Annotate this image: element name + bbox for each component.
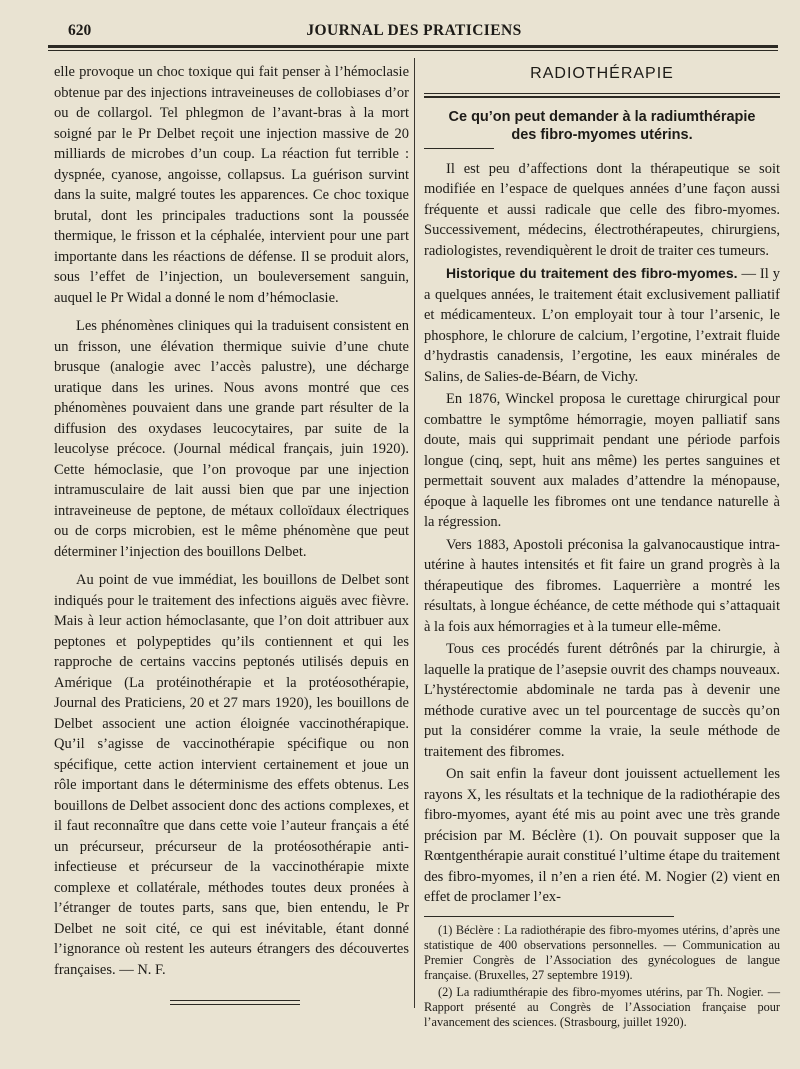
page-number: 620 bbox=[68, 22, 92, 39]
footnote-rule bbox=[424, 916, 674, 917]
right-column bbox=[424, 62, 780, 1032]
article-title bbox=[424, 108, 780, 144]
left-column bbox=[54, 62, 409, 988]
end-rule bbox=[170, 1000, 300, 1001]
section-heading: RADIOTHÉRAPIE bbox=[530, 65, 674, 82]
right-paragraph-4: Vers 1883, Apostoli préconisa la galvanocaustique intra-utérine à hautes intensités et fit faire un grand progrès à la thérapeutique des fibromes. Laquerrière a montré les résultats, à longue échéance, de cette méthode qui s’attaquait à la fois aux hémorragies et à la tumeur elle-même. bbox=[424, 536, 780, 635]
left-paragraph-1: elle provoque un choc toxique qui fait penser à l’hémoclasie obtenue par des injections intraveineuses de collobiases d’or ou de collargol. Tel phlegmon de l’avant-bras à la mort soigné par le Pr Delbet reçoit une injection massive de 20 milliards de microbes d’un coup. La réaction fut terrible : dyspnée, cyanose, angoisse, collapsus. La guérison survint dans la suite, malgré toutes les apparences. Ce choc toxique brutal, dont les principales traductions sont la poussée thermique, le frisson et la céphalée, intervient pour une part importante dans les réactions de défense. Il se produit alors, sous l’effet de l’injection, un bouleversement sanguin, auquel le Pr Widal a donné le nom d’hémoclasie. bbox=[54, 64, 409, 306]
footnote-2: (2) La radiumthérapie des fibro-myomes utérins, par Th. Nogier. — Rapport présenté au Congrès de l’Association française pour l’avancement des sciences. (Strasbourg, juillet 1920). bbox=[424, 984, 780, 1029]
left-paragraph-3: Au point de vue immédiat, les bouillons de Delbet sont indiqués pour le traitement des infections aiguës avec fièvre. Mais à leur action hémoclasante, que l’on doit attribuer aux peptones et polypeptides qu’ils contiennent et qui les rapproche de certains vaccins peptonés utilisés depuis en Amérique (La protéinothérapie et la protéosothérapie, Journal des Praticiens, 20 et 27 mars 1920), les bouillons de Delbet associent une action éloignée vaccinothérapique. Qu’il s’agisse de vaccinothérapie spécifique ou non spécifique, cette action intervient certainement et joue un rôle important dans le déterminisme des effets obtenus. Les bouillons de Delbet associent donc des actions complexes, et il faut reconnaître que dans cette voie l’auteur français a été un précurseur, précurseur de la protéosothérapie anti-infectieuse et précurseur de la vaccinothérapie mixte complexe et collatérale, méthodes toutes deux pronées à l’étranger de toutes parts, sans que, bien entendu, le Pr Delbet ne soit cité, ce qui est inévitable, étant donné l’ignorance où restent les auteurs étrangers des découvertes françaises. — N. F. bbox=[54, 572, 409, 978]
footnotes bbox=[424, 923, 780, 1030]
running-head bbox=[50, 18, 778, 44]
right-paragraph-1: Il est peu d’affections dont la thérapeutique se soit modifiée en l’espace de quelques années d’une façon aussi fréquente et aussi radicale que celle des fibro-myomes. Successivement, médecins, électrothérapeutes, chirurgiens, radiologistes, revendiquèrent le droit de traiter ces tumeurs. bbox=[424, 160, 780, 259]
column-divider bbox=[414, 58, 415, 1008]
history-subheading: Historique du traitement des fibro-myomes. bbox=[446, 265, 738, 281]
right-paragraph-6: On sait enfin la faveur dont jouissent actuellement les rayons X, les résultats et la technique de la radiothérapie des fibro-myomes, ayant été mis au point avec une très grande précision par M. Béclère (1). On pouvait supposer que la Rœntgenthérapie aurait constitué l’ultime étape du traitement des fibro-myomes, il n’en a rien été. M. Nogier (2) vient en effet de proclamer l’ex- bbox=[424, 766, 780, 905]
right-paragraph-2 bbox=[424, 263, 780, 387]
right-paragraph-2-text: — Il y a quelques années, le traitement était exclusivement palliatif et médicamenteux. L’on employait tour à tour l’arsenic, le phosphore, le chlorure de calcium, l’ergotine, l’extrait fluide d’hydrastis canadensis, l’ergotine, les eaux minérales de Salins, de Salies-de-Béarn, de Vichy. bbox=[424, 266, 780, 385]
journal-title: JOURNAL DES PRATICIENS bbox=[306, 22, 522, 39]
header-rule-thin bbox=[48, 50, 778, 51]
section-rule bbox=[424, 93, 780, 94]
footnote-1: (1) Béclère : La radiothérapie des fibro-myomes utérins, d’après une statistique de 400 observations personnelles. — Communication au Premier Congrès de l’Association des gynécologues de langue française. (Bruxelles, 27 septembre 1919). bbox=[424, 922, 780, 982]
article-title-line-2: des fibro-myomes utérins. bbox=[511, 126, 693, 143]
header-rule bbox=[48, 45, 778, 48]
left-paragraph-2: Les phénomènes cliniques qui la traduisent consistent en un frisson, une élévation thermique suivie d’une chute brusque (analogie avec l’accès palustre), une décharge uratique dans les urines. Nous avons montré que ces phénomènes pouvaient dans une grande part résulter de la diffusion des oxydases leucocytaires, par suite de la leucolyse précoce. (Journal médical français, juin 1920). Cette hémoclasie, que l’on provoque par une injection intramusculaire de lait aussi bien que par une injection intraveineuse de peptone, de métaux colloïdaux électriques ou de corps microbien, est le même phénomène que peut déterminer l’injection des bouillons Delbet. bbox=[54, 318, 409, 560]
right-paragraph-3: En 1876, Winckel proposa le curettage chirurgical pour combattre le symptôme hémorragie, moyen palliatif sans doute, mais qui supprimait pendant une période parfois longue (cinq, sept, huit ans même) les pertes sanguines et permettait souvent aux malades d’attendre la ménopause, époque à laquelle les fibromes ont une tendance naturelle à la régression. bbox=[424, 391, 780, 530]
section-rule-thick bbox=[424, 96, 780, 98]
title-rule bbox=[424, 148, 494, 149]
right-paragraph-5: Tous ces procédés furent détrônés par la chirurgie, à laquelle la pratique de l’asepsie ouvrit des champs nouveaux. L’hystérectomie abdominale ne tarda pas à devenir une méthode curative avec un tel pourcentage de succès qu’on put la considérer comme la vraie, la seule méthode de traitement des fibromes. bbox=[424, 641, 780, 760]
end-rule-second bbox=[170, 1004, 300, 1005]
article-title-line-1: Ce qu’on peut demander à la radiumthérapie bbox=[448, 108, 756, 125]
